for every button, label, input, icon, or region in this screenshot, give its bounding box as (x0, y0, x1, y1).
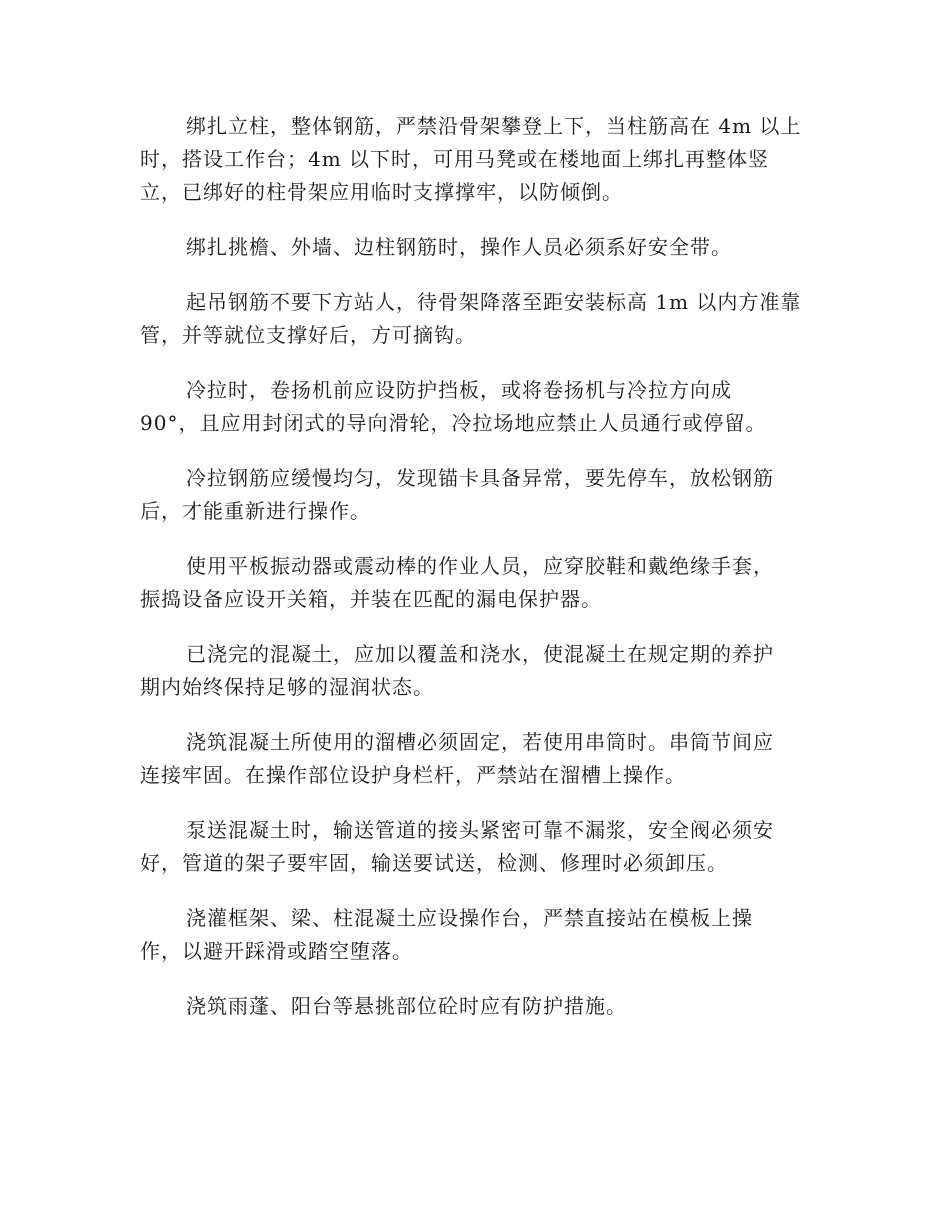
paragraph-line: 冷拉时，卷扬机前应设防护挡板，或将卷扬机与冷拉方向成 (186, 378, 732, 402)
paragraph-line: 绑扎挑檐、外墙、边柱钢筋时，操作人员必须系好安全带。 (186, 235, 732, 259)
paragraph-line: 使用平板振动器或震动棒的作业人员，应穿胶鞋和戴绝缘手套， (186, 554, 774, 578)
paragraph-line: 冷拉钢筋应缓慢均匀，发现锚卡具备异常，要先停车，放松钢筋 (186, 466, 774, 490)
paragraph-line: 连接牢固。在操作部位设护身栏杆，严禁站在溜槽上操作。 (140, 763, 686, 787)
paragraph-line: 浇筑混凝土所使用的溜槽必须固定，若使用串筒时。串筒节间应 (186, 730, 774, 754)
paragraph-line: 浇筑雨蓬、阳台等悬挑部位砼时应有防护措施。 (186, 994, 627, 1018)
paragraph-lifting-rebar (140, 286, 810, 352)
paragraph-curing (140, 638, 810, 704)
paragraph-line: 90°，且应用封闭式的导向滑轮，冷拉场地应禁止人员通行或停留。 (140, 411, 767, 435)
paragraph-line: 振捣设备应设开关箱，并装在匹配的漏电保护器。 (140, 587, 602, 611)
paragraph-line: 起吊钢筋不要下方站人，待骨架降落至距安装标高 1m 以内方准靠 (186, 290, 802, 314)
paragraph-line: 泵送混凝土时，输送管道的接头紧密可靠不漏浆，安全阀必须安 (186, 818, 774, 842)
paragraph-cold-drawing-slow (140, 462, 810, 528)
paragraph-line: 已浇完的混凝土，应加以覆盖和浇水，使混凝土在规定期的养护 (186, 642, 774, 666)
paragraph-vibrator (140, 550, 810, 616)
paragraph-line: 立，已绑好的柱骨架应用临时支撑撑牢，以防倾倒。 (140, 180, 623, 204)
paragraph-pumping (140, 814, 810, 880)
paragraph-line: 好，管道的架子要牢固，输送要试送，检测、修理时必须卸压。 (140, 851, 728, 875)
paragraph-cold-drawing (140, 374, 810, 440)
document-body (140, 110, 810, 1045)
paragraph-pouring-frame (140, 902, 810, 968)
paragraph-chute (140, 726, 810, 792)
paragraph-canopy-balcony (140, 990, 810, 1023)
paragraph-line: 期内始终保持足够的湿润状态。 (140, 675, 434, 699)
paragraph-column-tying (140, 110, 810, 209)
paragraph-line: 作，以避开踩滑或踏空堕落。 (140, 939, 413, 963)
paragraph-line: 后，才能重新进行操作。 (140, 499, 371, 523)
paragraph-line: 绑扎立柱，整体钢筋，严禁沿骨架攀登上下，当柱筋高在 4m 以上 (186, 114, 802, 138)
paragraph-line: 时，搭设工作台；4m 以下时，可用马凳或在楼地面上绑扎再整体竖 (140, 147, 770, 171)
paragraph-line: 管，并等就位支撑好后，方可摘钩。 (140, 323, 476, 347)
paragraph-safety-belt (140, 231, 810, 264)
paragraph-line: 浇灌框架、梁、柱混凝土应设操作台，严禁直接站在模板上操 (186, 906, 753, 930)
